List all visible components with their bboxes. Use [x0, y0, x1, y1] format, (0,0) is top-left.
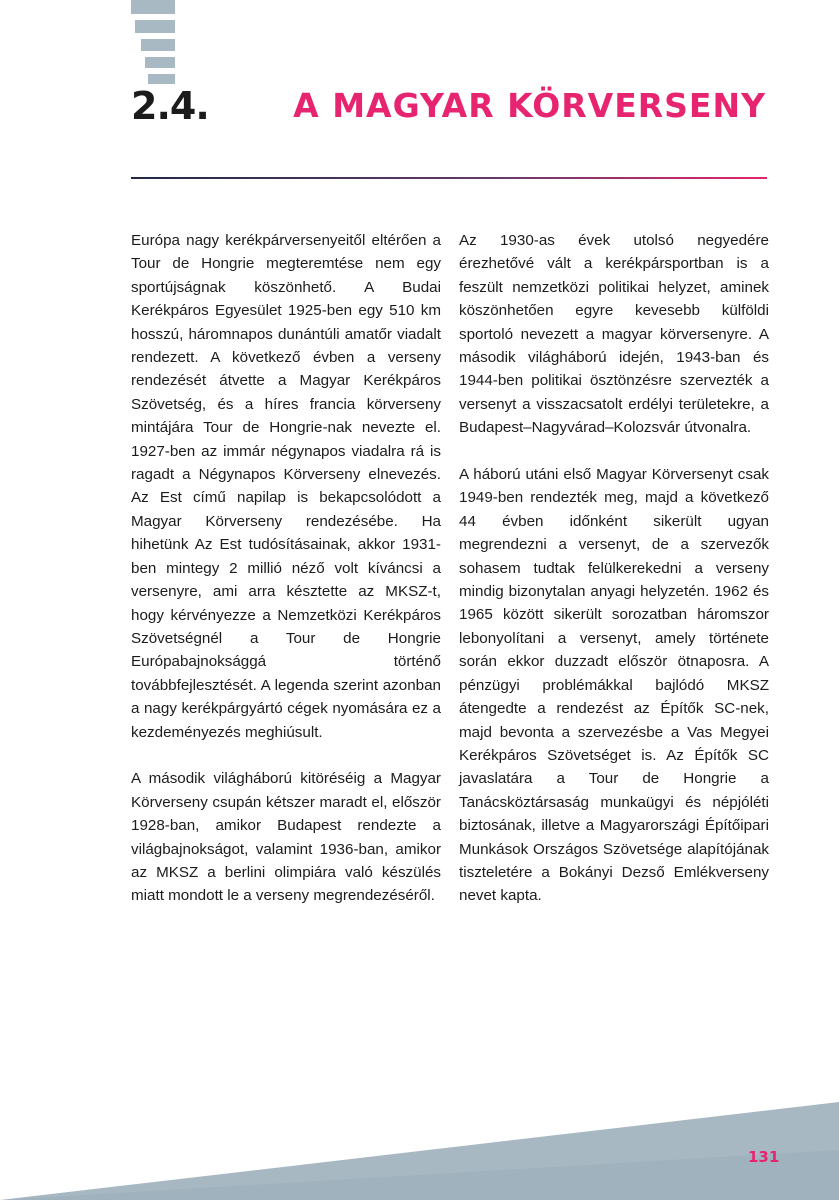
paragraph: A második világháború kitöréséig a Magyar Körverseny csupán kétszer maradt el, először 1928-ban, amikor Budapest rendezte a világbajnokságot, valamint 1936-ban, amikor az MKSZ a berlini olimpiára való készülés miatt mondott le a verseny megrendezéséről. — [131, 770, 441, 905]
section-number: 2.4. — [131, 84, 209, 128]
title-divider — [131, 177, 767, 179]
paragraph: Az 1930-as évek utolsó negyedére érezhetővé vált a kerékpársportban is a feszült nemzetközi politikai helyzet, aminek köszönhetően egyre kevesebb külföldi sportoló nevezett a magyar körversenyre. A második világháború idején, 1943-ban és 1944-ben politikai ösztönzésre szervezték a versenyt a visszacsatolt erdélyi területekre, a Budapest–Nagyvárad–Kolozsvár útvonalra. — [459, 232, 769, 437]
bottom-decorative-shape — [0, 1050, 839, 1200]
paragraph: A háború utáni első Magyar Körversenyt csak 1949-ben rendezték meg, majd a következő 44 évben időnként sikerült ugyan megrendezni a versenyt, de a szervezők sohasem tudtak felülkerekedni a verseny mindig bizonytalan anyagi helyzetén. 1962 és 1965 között sikerült sorozatban háromszor lebonyolítani a versenyt, amely története során ekkor duzzadt először ötnaposra. A pénzügyi problémákkal bajlódó MKSZ átengedte a rendezést az Építők SC-nek, majd bevonta a szervezésbe a Vas Megyei Kerékpáros Szövetséget is. Az Építők SC javaslatára a Tour de Hongrie a Tanácsköztársaság munkaügyi és népjóléti biztosának, illetve a Magyarországi Építőipari Munkások Országos Szövetsége alapítójának tiszteletére a Bokányi Dezső Emlékverseny nevet kapta. — [459, 466, 769, 905]
text-column-right — [459, 229, 769, 931]
paragraph: Európa nagy kerékpárversenyeitől eltérően a Tour de Hongrie megteremtése nem egy sportújságnak köszönhető. A Budai Kerékpáros Egyesület 1925-ben egy 510 km hosszú, háromnapos dunántúli amatőr viadalt rendezett. A következő évben a verseny rendezését átvette a Magyar Kerékpáros Szövetség, és a híres francia körverseny mintájára Tour de Hongrie-nak nevezte el. 1927-ben az immár négynapos viadalra rá is ragadt a Négynapos Körverseny elnevezés. Az Est című napilap is bekapcsolódott a Magyar Körverseny rendezésébe. Ha hihetünk Az Est tudósításainak, akkor 1931-ben mintegy 2 millió néző volt kíváncsi a versenyre, ami arra késztette az MKSZ-t, hogy kérvényezze a Nemzetközi Kerékpáros Szövetségnél a Tour de Hongrie Európabajnoksággá történő továbbfejlesztését. A legenda szerint azonban a nagy kerékpárgyártó cégek nyomására ez a kezdeményezés meghiúsult. — [131, 232, 441, 741]
page-number: 131 — [748, 1148, 780, 1166]
chapter-title: A MAGYAR KÖRVERSENY — [293, 86, 766, 125]
text-column-left — [131, 229, 441, 931]
